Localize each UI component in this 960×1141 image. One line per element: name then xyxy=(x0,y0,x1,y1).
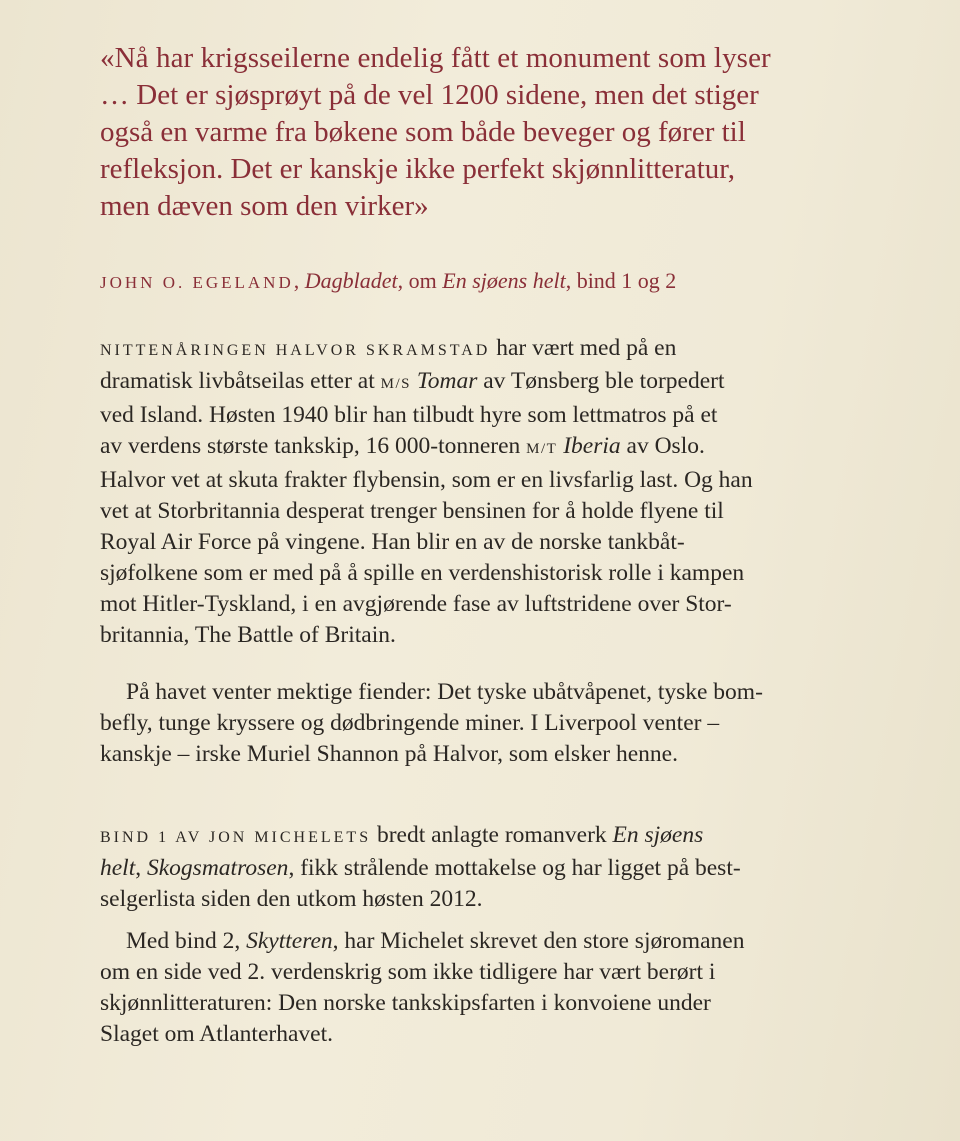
paragraph-line: ved Island. Høsten 1940 blir han tilbudt hyre som lettmatros på et xyxy=(100,402,718,428)
series-paragraph xyxy=(100,926,910,1050)
attribution-about: , om xyxy=(397,268,443,293)
paragraph-line: vet at Storbritannia desperat trenger bensinen for å holde flyene til xyxy=(100,498,724,524)
paragraph-line: Royal Air Force på vingene. Han blir en av de norske tankbåt- xyxy=(100,529,685,555)
quote-line: men dæven som den virker» xyxy=(100,190,429,222)
quote-line: «Nå har krigsseilerne endelig fått et monument som lyser xyxy=(100,42,771,74)
ship-name: Tomar xyxy=(416,368,478,394)
text-run: av Tønsberg ble torpedert xyxy=(477,368,725,394)
lead-in-caps: BIND 1 AV JON MICHELETS xyxy=(100,829,372,846)
paragraph-line: britannia, The Battle of Britain. xyxy=(100,622,396,648)
ship-prefix: M/S xyxy=(380,376,411,392)
paragraph-line: mot Hitler-Tyskland, i en avgjørende fase av luftstridene over Stor- xyxy=(100,591,732,617)
synopsis-paragraph xyxy=(100,677,910,770)
synopsis-paragraph xyxy=(100,333,910,651)
publication-name: Dagbladet xyxy=(304,268,398,293)
paragraph-line: På havet venter mektige fiender: Det tyske ubåtvåpenet, tyske bom- xyxy=(126,679,763,705)
reviewer-name: JOHN O. EGELAND xyxy=(100,273,294,292)
series-title: En sjøens xyxy=(612,822,704,848)
paragraph-line: skjønnlitteraturen: Den norske tankskipsfarten i konvoiene under xyxy=(100,990,711,1016)
review-quote xyxy=(100,40,910,225)
paragraph-line xyxy=(100,333,910,366)
text-run: har vært med på en xyxy=(490,335,677,361)
text-run: dramatisk livbåtseilas etter at xyxy=(100,368,381,394)
attribution-volumes: , bind 1 og 2 xyxy=(565,268,677,293)
paragraph-line xyxy=(100,853,910,884)
attribution-separator: , xyxy=(293,268,305,293)
paragraph-line: Slaget om Atlanterhavet. xyxy=(100,1021,333,1047)
book-title: En sjøens helt xyxy=(442,268,566,293)
text-run: , fikk strålende mottakelse og har ligget på best- xyxy=(288,855,741,881)
paragraph-line: Halvor vet at skuta frakter flybensin, som er en livsfarlig last. Og han xyxy=(100,467,753,493)
paragraph-line: sjøfolkene som er med på å spille en verdenshistorisk rolle i kampen xyxy=(100,560,745,586)
ship-prefix: M/T xyxy=(526,441,558,457)
volume-title: Skogsmatrosen xyxy=(147,855,289,881)
paragraph-line xyxy=(100,431,910,465)
quote-line: … Det er sjøsprøyt på de vel 1200 sidene, men det stiger xyxy=(100,79,759,111)
lead-in-caps: NITTENÅRINGEN HALVOR SKRAMSTAD xyxy=(100,342,491,359)
paragraph-line: om en side ved 2. verdenskrig som ikke tidligere har vært berørt i xyxy=(100,959,716,985)
text-run: , xyxy=(135,855,147,881)
text-run: Med bind 2, xyxy=(126,928,247,954)
series-paragraph xyxy=(100,820,910,915)
paragraph-line xyxy=(100,366,910,400)
text-run: av Oslo. xyxy=(620,433,705,459)
ship-name: Iberia xyxy=(563,433,621,459)
quote-line: også en varme fra bøkene som både beveger og fører til xyxy=(100,116,746,148)
text-run: , har Michelet skrevet den store sjøromanen xyxy=(332,928,745,954)
text-run: bredt anlagte romanverk xyxy=(371,822,613,848)
text-run: av verdens største tankskip, 16 000-tonneren xyxy=(100,433,527,459)
volume-title: Skytteren xyxy=(246,928,333,954)
quote-attribution xyxy=(100,266,910,298)
quote-line: refleksjon. Det er kanskje ikke perfekt skjønnlitteratur, xyxy=(100,153,736,185)
series-title: helt xyxy=(100,855,136,881)
paragraph-line: befly, tunge kryssere og dødbringende miner. I Liverpool venter – xyxy=(100,710,720,736)
paragraph-line: kanskje – irske Muriel Shannon på Halvor, som elsker henne. xyxy=(100,741,678,767)
paragraph-line: selgerlista siden den utkom høsten 2012. xyxy=(100,886,483,912)
paragraph-line xyxy=(100,926,910,957)
paragraph-line xyxy=(100,820,910,853)
